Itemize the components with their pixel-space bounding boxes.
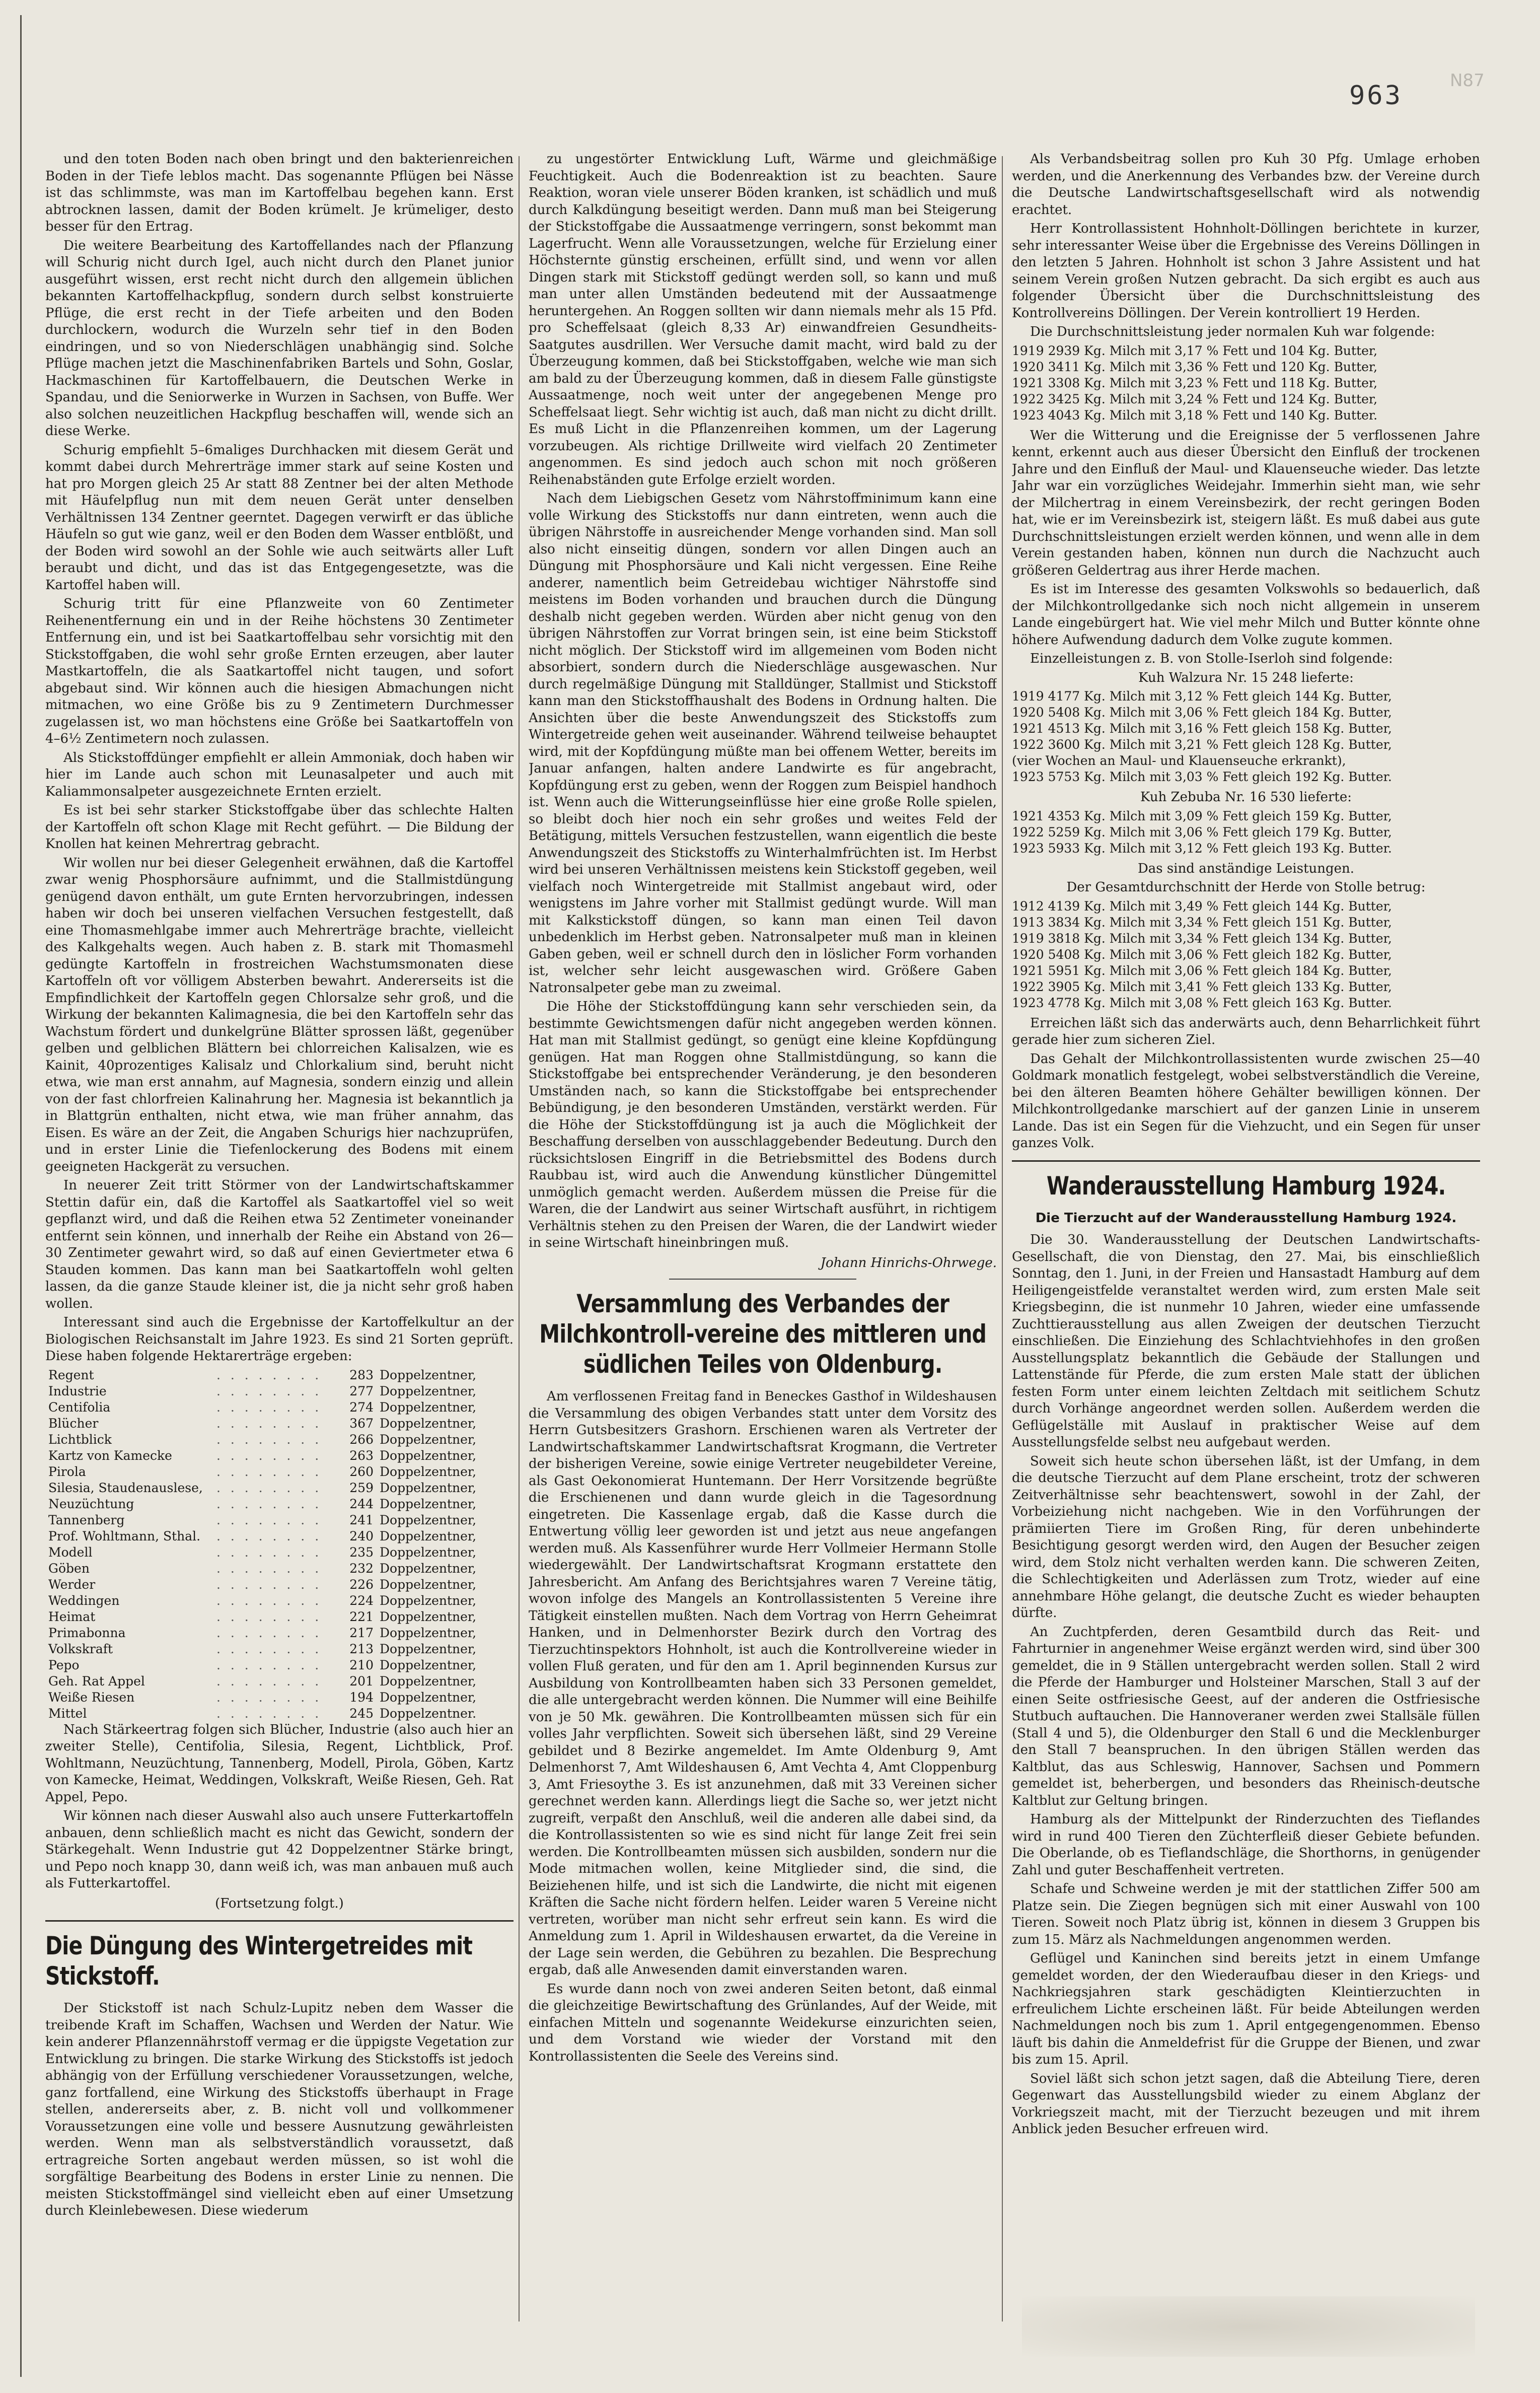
dot-leader: . . . . . . . .	[216, 1690, 322, 1705]
dot-leader: . . . . . . . .	[216, 1609, 322, 1624]
paragraph: Soweit sich heute schon übersehen läßt, ist der Umfang, in dem die deutsche Tierzucht auf dem Plane erscheint, trotz der schweren Zeitverhältnisse sehr beachtenswert, sowohl in der Zahl, der Vorbeiziehung nicht nachgeben. Wie in den Vorführungen der prämiierten Tiere im Großen Ring, für deren unbehinderte Besichtigung gesorgt werden wird, den Augen der Besucher zeigen wird, dem Stolz nicht verhalten werden kann. Die schweren Zeiten, die Schlechtigkeiten und Aderlässen zum Trotz, wieder auf eine annehmbare Höhe gelangt, die deutsche Zucht es wieder behaupten dürfte.	[1012, 1453, 1480, 1621]
dot-leader: . . . . . . . .	[216, 1657, 322, 1672]
yield-line: 1919 4177 Kg. Milch mit 3,12 % Fett gleich 144 Kg. Butter,	[1012, 689, 1392, 703]
paragraph: Geflügel und Kaninchen sind bereits jetzt in einem Umfange gemeldet worden, der den Wiederaufbau dieser in den Kriegs- und Nachkriegsjahren stark geschädigten Kleintierzuchten in erfreulichem Lichte erscheinen läßt. Für beide Abteilungen werden Nachmeldungen noch bis zum 1. April entgegengenommen. Ebenso läuft bis dahin die Anmeldefrist für die Gruppe der Bienen, und zwar bis zum 15. April.	[1012, 1951, 1480, 2067]
paragraph: Nach dem Liebigschen Gesetz vom Nährstoffminimum kann eine volle Wirkung des Stickstoffs nur dann eintreten, wenn auch die übrigen Nährstoffe in ausreichender Menge vorhanden sind. Man soll also nicht einseitig düngen, sondern vor allen Dingen auch an Düngung mit Phosphorsäure und Kali nicht vergessen. Eine Reihe anderer, namentlich beim Getreidebau wichtiger Nährstoffe sind meistens im Boden vorhanden und brauchen durch die Düngung deshalb nicht gegeben werden. Würden aber nicht genug von den übrigen Nährstoffen zur Vorrat bringen sein, ist eine beim Stickstoff nicht möglich. Der Stickstoff wird im allgemeinen vom Boden nicht absorbiert, sondern durch die Niederschläge ausgewaschen. Nur durch regelmäßige Düngung mit Stalldünger, Stallmist und Stickstoff kann man den Stickstoffhaushalt des Bodens in Ordnung halten. Die Ansichten über die beste Anwendungszeit des Stickstoffs zum Wintergetreide gehen weit auseinander. Während teilweise behauptet wird, mit der Kopfdüngung müßte man bei offenem Wetter, bereits im Januar anfangen, halten andere Landwirte es für angebracht, Kopfdüngung erst zu geben, wenn der Roggen zum Beispiel handhoch ist. Wenn auch die Witterungseinflüsse hier eine große Rolle spielen, so bleibt doch hier noch ein sehr großes und weites Feld der Betätigung, mittels Versuchen festzustellen, wann eigentlich die beste Anwendungszeit des Stickstoffs zu Winterhalmfrüchten ist. Im Herbst wird bei unseren Verhältnissen meistens kein Stickstoff gegeben, weil vielfach noch Wintergetreide mit Stallmist angebaut wird, oder wenigstens im Jahre vorher mit Stallmist gedüngt wurde. Will man mit Kalkstickstoff düngen, so kann man einen Teil davon unbedenklich im Herbst geben. Natronsalpeter muß man in kleinen Gaben geben, weil er schnell durch den in löslicher Form vorhanden ist, welcher sehr leicht ausgewaschen wird. Größere Gaben Natronsalpeter gebe man zu zweimal.	[529, 491, 997, 996]
yield-unit: Doppelzentner,	[380, 1593, 477, 1608]
yield-unit: Doppelzentner,	[380, 1383, 477, 1398]
hamburg-exhibition-text	[1012, 1232, 1480, 2138]
variety-name: Industrie	[48, 1383, 107, 1398]
paragraph: Nach Stärkeertrag folgen sich Blücher, Industrie (also auch hier an zweiter Stelle), Centifolia, Silesia, Regent, Lichtblick, Prof. Wohltmann, Neuzüchtung, Tannenberg, Modell, Pirola, Göben, Kartz von Kamecke, Heimat, Weddingen, Volkskraft, Weiße Riesen, Geh. Rat Appel, Pepo.	[45, 1722, 514, 1805]
dot-leader: . . . . . . . .	[216, 1367, 322, 1382]
yield-line: 1922 3905 Kg. Milch mit 3,41 % Fett gleich 133 Kg. Butter,	[1012, 979, 1392, 994]
yield-unit: Doppelzentner,	[380, 1561, 477, 1576]
cow1-yield-list	[1012, 688, 1480, 785]
yield-value: 244	[349, 1496, 374, 1511]
potato-article-text	[45, 151, 514, 1365]
yield-value: 201	[349, 1673, 374, 1688]
paragraph: zu ungestörter Entwicklung Luft, Wärme und gleichmäßige Feuchtigkeit. Auch die Bodenreaktion ist zu beachten. Saure Reaktion, woran viele unserer Böden kranken, ist schädlich und muß durch Kalkdüngung beseitigt werden. Dann muß man bei Steigerung der Stickstoffgabe die Aussaatmenge verringern, sonst bekommt man Lagerfrucht. Wenn alle Voraussetzungen, welche für Erzielung einer Höchsternte günstig erscheinen, erfüllt sind, und wenn vor allen Dingen stark mit Stickstoff gedüngt werden soll, so kann und muß man unter allen Umständen bedeutend mit der Aussaatmenge heruntergehen. An Roggen sollten wir dann niemals mehr als 15 Pfd. pro Scheffelsaat (gleich 8,33 Ar) einwandfreien Gesundheits- Saatgutes ausdrillen. Wer Versuche damit macht, wird bald zu der Überzeugung kommen, daß bei Stickstoffgaben, welche wie man sich am bald zu der Überzeugung kommen, daß in diesem Falle günstigste Aussaatmenge, noch weit unter der angegebenen Menge pro Scheffelsaat liegt. Sehr wichtig ist auch, daß man nicht zu dicht drillt. Es muß Licht in die Pflanzenreihen kommen, um der Lagerung vorzubeugen. Als richtige Drillweite wird vielfach 20 Zentimeter angenommen. Es sind jedoch auch schon mit noch größeren Reihenabständen gute Erfolge erzielt worden.	[529, 152, 997, 487]
column-divider-1	[519, 156, 520, 2321]
yield-row	[45, 1641, 514, 1657]
yield-unit: Doppelzentner.	[380, 1706, 477, 1721]
dot-leader: . . . . . . . .	[216, 1528, 322, 1543]
nitrogen-article-headline: Die Düngung des Wintergetreides mit Stickstoff.	[45, 1931, 473, 1991]
variety-name: Primabonna	[48, 1625, 126, 1640]
paragraph: Der Stickstoff ist nach Schulz-Lupitz neben dem Wasser die treibende Kraft im Schaffen, Wachsen und Werden der Natur. Wie kein anderer Pflanzennährstoff vermag er die üppigste Vegetation zur Entwicklung zu bringen. Die starke Wirkung des Stickstoffs ist jedoch abhängig von der Erfüllung verschiedener Voraussetzungen, welche, ganz fortfallend, eine Wirkung des Stickstoffs überhaupt in Frage stellen, andererseits aber, z. B. nicht voll und vollkommener Voraussetzungen eine volle und bessere Ausnutzung gewährleisten werden. Wenn man als selbstverständlich voraussetzt, daß ertragreiche Sorten angebaut werden müssen, so ist wohl die sorgfältige Bearbeitung des Bodens in erster Linie zu nennen. Die meisten Stickstoffmängel sind vielleicht eben auf einer Umsetzung durch Kleinlebewesen. Diese wiederum	[45, 2001, 514, 2218]
yield-line: 1920 3411 Kg. Milch mit 3,36 % Fett und 120 Kg. Butter,	[1012, 359, 1378, 374]
author-signature: Johann Hinrichs-Ohrwege.	[820, 1255, 997, 1271]
decent-yield-note: Das sind anständige Leistungen.	[1137, 861, 1355, 876]
yield-value: 226	[349, 1577, 374, 1592]
yield-value: 277	[349, 1383, 374, 1398]
yield-row	[45, 1480, 514, 1496]
yield-value: 245	[349, 1706, 374, 1721]
yield-value: 213	[349, 1641, 374, 1656]
paragraph: Erreichen läßt sich das anderwärts auch, denn Beharrlichkeit führt gerade hier zum sicheren Ziel.	[1012, 1015, 1480, 1047]
yield-unit: Doppelzentner,	[380, 1432, 477, 1447]
archive-corner-mark: N87	[1450, 71, 1485, 91]
yield-unit: Doppelzentner,	[380, 1544, 477, 1560]
yield-unit: Doppelzentner,	[380, 1416, 477, 1431]
yield-row	[45, 1432, 514, 1448]
dot-leader: . . . . . . . .	[216, 1480, 322, 1495]
hamburg-exhibition-headline: Wanderausstellung Hamburg 1924.	[1046, 1171, 1446, 1201]
paragraph: Wer die Witterung und die Ereignisse der 5 verflossenen Jahre kennt, erkennt auch aus dieser Übersicht den Einfluß der trockenen Jahre und den Einfluß der Maul- und Klauenseuche wieder. Das letzte Jahr war ein vorzügliches Weidejahr. Immerhin sieht man, wie sehr der Milchertrag in einem Vereinsbezirk, der recht geringen Boden hat, wie er im Vereinsbezirk ist, steigern läßt. Es muß dabei aus gute Durchschnittsleistungen erzielt werden können, und wenn alle in dem Verein gestanden haben, können nun durch die Nachzucht auch größeren Geldertrag aus ihrer Herde machen.	[1012, 428, 1480, 578]
paragraph: Am verflossenen Freitag fand in Beneckes Gasthof in Wildeshausen die Versammlung des obigen Verbandes statt unter dem Vorsitz des Herrn Gutsbesitzers Grashorn. Erschienen waren als Vertreter der Landwirtschaftskammer Landwirtschaftsrat Krogmann, die Vertreter der bisherigen Vereine, sowie einige Vertreter neugebildeter Vereine, als Gast Oekonomierat Huntemann. Der Herr Vorsitzende begrüßte die Erschienenen und dann wurde gleich in die Tagesordnung eingetreten. Die Kassenlage ergab, daß die Kasse durch die Entwertung völlig leer geworden ist und jetzt aus neue angefangen werden muß. Als Kassenführer wurde Herr Vollmeier Hermann Stolle wiedergewählt. Der Landwirtschaftsrat Krogmann erstattete den Jahresbericht. Am Anfang des Berichtsjahres waren 7 Vereine tätig, wovon infolge des Mangels an Kontrollassistenten 5 Vereine ihre Tätigkeit einstellen mußten. Nach dem Vortrag von Herrn Geheimrat Hanken, und in Delmenhorster Bezirk durch den Vortrag des Tierzuchtinspektors Hohnholt, ist auch die Kontrollvereine wieder in vollen Fluß geraten, und für den am 1. April beginnenden Kursus zur Ausbildung von Kontrollbeamten haben sich 33 Personen gemeldet, die alle untergebracht werden können. Die Nummer will eine Beihilfe von je 50 Mk. gewähren. Die Kontrollbeamten müssen sich für ein volles Jahr verpflichten. Soweit sich übersehen läßt, sind 29 Vereine gebildet und 8 Bezirke angemeldet. Im Amte Oldenburg 9, Amt Delmenhorst 7, Amt Wildeshausen 6, Amt Vechta 4, Amt Cloppenburg 3, Amt Friesoythe 3. Es ist anzunehmen, daß mit 33 Vereinen sicher gerechnet werden kann. Allerdings liegt die Sache so, wer jetzt nicht zugreift, verpaßt den Anschluß, weil die anderen alle dabei sind, da die Kontrollassistenten so wie es sind nicht für lange Zeit frei sein werden. Die Kontrollbeamten müssen sich ausbilden, sondern nur die Mode mitmachen wollen, keine Mitglieder sind, die sind, die Beiziehenen hilfe, und ist sich die Landwirte, die nicht mit eigenen Kräften die Sache nicht fördern helfen. Leider waren 5 Vereine nicht vertreten, worüber man nicht sehr erfreut sein kann. Es wird die Anmeldung zum 1. April in Wildeshausen erwartet, da die Vereine in der Lage sein werden, die Gebühren zu bezahlen. Die Besprechung ergab, daß alle Anwesenden damit einverstanden waren.	[529, 1389, 997, 1978]
variety-name: Lichtblick	[48, 1432, 112, 1447]
paragraph: Herr Kontrollassistent Hohnholt-Döllingen berichtete in kurzer, sehr interessanter Weise über die Ergebnisse des Vereins Döllingen in den letzten 5 Jahren. Hohnholt ist schon 3 Jahre Assistent und hat seinem Verein großen Nutzen gebracht. Da sich ergibt es auch aus folgender Übersicht über die Durchschnittsleistung des Kontrollvereins Döllingen. Der Verein kontrolliert 19 Herden.	[1012, 221, 1480, 321]
milk-control-continuation	[1012, 151, 1480, 341]
yield-line: 1921 3308 Kg. Milch mit 3,23 % Fett und 118 Kg. Butter,	[1012, 375, 1378, 390]
yield-row	[45, 1577, 514, 1593]
yield-row	[45, 1383, 514, 1399]
yield-unit: Doppelzentner,	[380, 1448, 477, 1463]
column-2	[529, 151, 997, 2327]
dot-leader: . . . . . . . .	[216, 1706, 322, 1721]
paragraph: Schurig tritt für eine Pflanzweite von 60 Zentimeter Reihenentfernung ein und in der Reihe höchstens 30 Zentimeter Entfernung ein, und ist bei Saatkartoffelbau sehr vorsichtig mit den Stickstoffgaben, die wohl sehr große Ernten erzeugen, aber lauter Mastkartoffeln, die als Saatkartoffel nicht taugen, und sofort abgebaut sind. Wir können auch die hiesigen Abmachungen nicht mitmachen, wo eine Größe bis zu 9 Zentimetern Durchmesser zugelassen ist, wo man höchstens eine Größe bei Saatkartoffeln von 4–6½ Zentimetern noch zulassen.	[45, 596, 514, 746]
paragraph: Schurig empfiehlt 5–6maliges Durchhacken mit diesem Gerät und kommt dabei durch Mehrerträge immer stark auf seine Kosten und hat pro Morgen gleich 25 Ar statt 88 Zentner bei der alten Methode mit Häufelpflug nun mit dem neuen Gerät unter denselben Verhältnissen 134 Zentner geerntet. Dagegen verwirft er das übliche Häufeln so gut wie ganz, weil er den Boden dem Wasser entblößt, und der Boden wird sowohl an der Sohle wie auch seitwärts aller Luft beraubt und dicht, und das ist das Entgegengesetzte, was die Kartoffel haben will.	[45, 442, 514, 593]
dot-leader: . . . . . . . .	[216, 1383, 322, 1398]
yield-row	[45, 1512, 514, 1528]
column-divider-2	[1002, 156, 1003, 2321]
yield-line: 1912 4139 Kg. Milch mit 3,49 % Fett gleich 144 Kg. Butter,	[1012, 898, 1392, 913]
dot-leader: . . . . . . . .	[216, 1625, 322, 1640]
yield-value: 221	[349, 1609, 374, 1624]
continued-note: (Fortsetzung folgt.)	[215, 1895, 344, 1911]
yield-line: 1921 4513 Kg. Milch mit 3,16 % Fett gleich 158 Kg. Butter,	[1012, 721, 1392, 736]
paragraph: Wir können nach dieser Auswahl also auch unsere Futterkartoffeln anbauen, denn schließlich macht es nicht das Gewicht, sondern der Stärkegehalt. Wenn Industrie gut 42 Doppelzentner Stärke bringt, und Pepo noch knapp 30, dann weiß ich, was man anbauen muß auch als Futterkartoffel.	[45, 1808, 514, 1891]
yield-unit: Doppelzentner,	[380, 1609, 477, 1624]
hamburg-exhibition-subheadline: Die Tierzucht auf der Wanderausstellung Hamburg 1924.	[1035, 1210, 1457, 1226]
yield-value: 263	[349, 1448, 374, 1463]
variety-name: Pirola	[48, 1464, 86, 1479]
dot-leader: . . . . . . . .	[216, 1512, 322, 1527]
yield-unit: Doppelzentner,	[380, 1512, 477, 1527]
paragraph: Die Durchschnittsleistung jeder normalen Kuh war folgende:	[1030, 324, 1435, 339]
yield-value: 266	[349, 1432, 374, 1447]
variety-name: Tannenberg	[48, 1512, 125, 1527]
yield-row	[45, 1367, 514, 1383]
dot-leader: . . . . . . . .	[216, 1496, 322, 1511]
milk-control-closing	[1012, 1015, 1480, 1152]
variety-name: Modell	[48, 1544, 93, 1560]
yield-line: 1922 3425 Kg. Milch mit 3,24 % Fett und 124 Kg. Butter,	[1012, 391, 1378, 406]
paragraph: Die Höhe der Stickstoffdüngung kann sehr verschieden sein, da bestimmte Gewichtsmengen dafür nicht angegeben werden können. Hat man mit Stallmist gedüngt, so genügt eine kleine Kopfdüngung genügen. Hat man Roggen ohne Stallmistdüngung, so kann die Stickstoffgabe bei entsprechender Veränderung, je den besonderen Umständen nach, so kann die Stickstoffgabe bei entsprechender Bebündigung, je den besonderen Umständen, verstärkt werden. Für die Höhe der Stickstoffdüngung ist ja auch die Möglichkeit der Beschaffung derselben von ausschlaggebender Bedeutung. Durch den rücksichtslosen Eingriff in die Betriebsmittel des Bodens durch Raubbau ist, wird auch die Anwendung künstlicher Düngemittel unmöglich gemacht werden. Außerdem müssen die Preise für die Waren, die der Landwirt aus seiner Wirtschaft ausführt, in richtigem Verhältnis stehen zu den Preisen der Waren, die der Landwirt wieder in seine Wirtschaft hineinbringen muß.	[529, 999, 997, 1250]
yield-unit: Doppelzentner,	[380, 1399, 477, 1415]
yield-value: 210	[349, 1657, 374, 1672]
paragraph: Als Verbandsbeitrag sollen pro Kuh 30 Pfg. Umlage erhoben werden, und die Anerkennung des Verbandes bzw. der Vereine durch die Deutsche Landwirtschaftsgesellschaft wird als notwendig erachtet.	[1012, 152, 1480, 218]
variety-name: Heimat	[48, 1609, 96, 1624]
variety-name: Pepo	[48, 1657, 80, 1672]
yield-unit: Doppelzentner,	[380, 1496, 477, 1511]
paragraph: Die weitere Bearbeitung des Kartoffellandes nach der Pflanzung will Schurig nicht durch Igel, auch nicht durch den Planet junior ausgeführt wissen, erst recht nicht durch den allgemein üblichen bekannten Kartoffelhackpflug, sondern durch selbst konstruierte Pflüge, die erst recht in der Tiefe arbeiten und den Boden durchlockern, wodurch die Wurzeln sehr tief in den Boden eindringen, und so von Niederschlägen unabhängig sind. Solche Pflüge machen jetzt die Maschinenfabriken Bartels und Sohn, Goslar, Hackmaschinen für Kartoffelbauern, die Deutschen Werke in Spandau, und die Seniorwerke in Wurzen in Sachsen, von Buffe. Wer also solchen neuzeitlichen Hackpflug beschaffen will, wende sich an diese Werke.	[45, 238, 514, 439]
paragraph: In neuerer Zeit tritt Störmer von der Landwirtschaftskammer Stettin dafür ein, daß die Kartoffel als Saatkartoffel viel so weit gepflanzt wird, und daß die Reihen etwa 52 Zentimeter voneinander entfernt sein können, und innerhalb der Reihe ein Abstand von 26—30 Zentimeter gewahrt wird, so daß auf einen Geviertmeter etwa 6 Stauden kommen. Das kann man bei Saatkartoffeln wohl gelten lassen, da die ganze Staude kleiner ist, die ja nicht sehr groß haben wollen.	[45, 1178, 514, 1311]
yield-row	[45, 1673, 514, 1690]
paragraph: Interessant sind auch die Ergebnisse der Kartoffelkultur an der Biologischen Reichsanstalt im Jahre 1923. Es sind 21 Sorten geprüft. Diese haben folgende Hektarerträge ergeben:	[45, 1315, 514, 1364]
dot-leader: . . . . . . . .	[216, 1593, 322, 1608]
paragraph: Das Gehalt der Milchkontrollassistenten wurde zwischen 25—40 Goldmark monatlich festgelegt, wobei selbstverständlich die Vereine, bei den älteren Beamten höhere Gehälter bewilligen können. Der Milchkontrollgedanke marschiert auf der ganzen Linie in unserem Lande. Das ist ein Segen für die Viehzucht, und ein Segen für unser ganzes Volk.	[1012, 1051, 1480, 1151]
yield-row	[45, 1690, 514, 1706]
yield-row	[45, 1706, 514, 1722]
yield-row	[45, 1464, 514, 1480]
page-number: 963	[1349, 81, 1403, 111]
yield-row	[45, 1399, 514, 1416]
yield-value: 260	[349, 1464, 374, 1479]
yield-line: 1919 2939 Kg. Milch mit 3,17 % Fett und 104 Kg. Butter,	[1012, 343, 1378, 358]
yield-line: 1919 3818 Kg. Milch mit 3,34 % Fett gleich 134 Kg. Butter,	[1012, 931, 1392, 946]
yield-unit: Doppelzentner,	[380, 1625, 477, 1640]
milk-control-commentary	[1012, 428, 1480, 668]
variety-name: Geh. Rat Appel	[48, 1673, 145, 1688]
yield-row	[45, 1528, 514, 1544]
yield-line: 1922 5259 Kg. Milch mit 3,06 % Fett gleich 179 Kg. Butter,	[1012, 824, 1392, 839]
yield-line: 1920 5408 Kg. Milch mit 3,06 % Fett gleich 182 Kg. Butter,	[1012, 947, 1392, 962]
variety-name: Mittel	[48, 1706, 87, 1721]
yield-row	[45, 1496, 514, 1512]
variety-name: Göben	[48, 1561, 90, 1576]
variety-name: Weiße Riesen	[48, 1690, 135, 1705]
yield-unit: Doppelzentner,	[380, 1480, 477, 1495]
variety-name: Neuzüchtung	[48, 1496, 134, 1511]
milk-control-article-text	[529, 1388, 997, 2065]
yield-row	[45, 1609, 514, 1625]
yield-unit: Doppelzentner,	[380, 1673, 477, 1688]
paragraph: Soviel läßt sich schon jetzt sagen, daß die Abteilung Tiere, deren Gegenwart das Ausstellungsbild wieder zu einem Abglanz der Vorkriegszeit macht, mit der Tierzucht bezeugen und mit ihrem Anblick jeden Besucher erfreuen wird.	[1012, 2071, 1480, 2137]
yield-unit: Doppelzentner,	[380, 1577, 477, 1592]
yield-value: 241	[349, 1512, 374, 1527]
yield-value: 194	[349, 1690, 374, 1705]
yield-line: 1923 4043 Kg. Milch mit 3,18 % Fett und 140 Kg. Butter.	[1012, 407, 1378, 423]
dot-leader: . . . . . . . .	[216, 1561, 322, 1576]
dot-leader: . . . . . . . .	[216, 1448, 322, 1463]
yield-unit: Doppelzentner,	[380, 1367, 477, 1382]
yield-row	[45, 1561, 514, 1577]
paragraph: Schafe und Schweine werden je mit der stattlichen Ziffer 500 am Platze sein. Die Ziegen begnügen sich mit einer Auswahl von 100 Tieren. Soweit noch Platz übrig ist, können in diesem 3 Gruppen bis zum 15. März als Nachmeldungen angenommen werden.	[1012, 1881, 1480, 1947]
yield-row	[45, 1544, 514, 1561]
dot-leader: . . . . . . . .	[216, 1464, 322, 1479]
yield-line: 1913 3834 Kg. Milch mit 3,34 % Fett gleich 151 Kg. Butter,	[1012, 914, 1392, 930]
yield-line: 1923 5933 Kg. Milch mit 3,12 % Fett gleich 193 Kg. Butter.	[1012, 840, 1392, 856]
dot-leader: . . . . . . . .	[216, 1432, 322, 1447]
yield-value: 367	[349, 1416, 374, 1431]
paragraph: Einzelleistungen z. B. von Stolle-Iserloh sind folgende:	[1030, 651, 1393, 666]
variety-name: Centifolia	[48, 1399, 111, 1415]
milk-control-headline: Versammlung des Verbandes der Milchkontroll-vereine des mittleren und südlichen Teiles von Oldenburg.	[539, 1289, 987, 1379]
variety-name: Blücher	[48, 1416, 99, 1431]
variety-name: Volkskraft	[48, 1641, 113, 1656]
yield-row	[45, 1657, 514, 1673]
variety-name: Werder	[48, 1577, 96, 1592]
yield-row	[45, 1593, 514, 1609]
yield-line: 1923 5753 Kg. Milch mit 3,03 % Fett gleich 192 Kg. Butter.	[1012, 769, 1392, 784]
paragraph: Es wurde dann noch von zwei anderen Seiten betont, daß einmal die gleichzeitige Bewirtschaftung des Grünlandes, Auf der Weide, mit einfachen Mitteln und sogenannte Weidekurse einzurichten seien, und dem Vorstand wie wieder der Vorstand mit den Kontrollassistenten die Seele des Vereins sind.	[529, 1981, 997, 2064]
yield-unit: Doppelzentner,	[380, 1464, 477, 1479]
yield-value: 259	[349, 1480, 374, 1495]
yield-line: 1920 5408 Kg. Milch mit 3,06 % Fett gleich 184 Kg. Butter,	[1012, 705, 1392, 720]
yield-line: 1921 4353 Kg. Milch mit 3,09 % Fett gleich 159 Kg. Butter,	[1012, 808, 1392, 823]
paragraph: Als Stickstoffdünger empfiehlt er allein Ammoniak, doch haben wir hier im Lande auch schon mit Leunasalpeter und auch mit Kaliammonsalpeter ausgezeichnete Ernten erzielt.	[45, 750, 514, 799]
paragraph: Wir wollen nur bei dieser Gelegenheit erwähnen, daß die Kartoffel zwar wenig Phosphorsäure aufnimmt, und die Stallmistdüngung genügend davon enthält, um gute Ernten hervorzubringen, indessen haben wir doch bei unseren vielfachen Versuchen festgestellt, daß eine Thomasmehlgabe immer auch Mehrerträge brachte, vielleicht des Kalkgehalts wegen. Auch haben z. B. stark mit Thomasmehl gedüngte Kartoffeln in frostreichen Wachstumsmonaten diese Kartoffeln oft vor völligem Absterben bewahrt. Andererseits ist die Empfindlichkeit der Kartoffeln gegen Chlorsalze sehr groß, und die Wirkung der bekannten Kalimagnesia, die bei den Kartoffeln sehr das Wachstum fördert und dunkelgrüne Blätter sprossen läßt, gegenüber gelben und gelblichen Blättern bei chlorreichen Kalisalzen, wie es Kainit, 40prozentiges Kalisalz und Chlorkalium sind, beruht nicht etwa, wie man erst annahm, auf Magnesia, sondern einzig und allein von der fast chlorfreien Kalinahrung her. Magnesia ist bekanntlich ja in Blattgrün enthalten, nicht etwa, wie man früher annahm, das Eisen. Es wäre an der Zeit, die Angaben Schurigs hier nachzuprüfen, und in erster Linie die Tiefenlockerung des Bodens mit einem geeigneten Hackgerät zu versuchen.	[45, 855, 514, 1174]
dot-leader: . . . . . . . .	[216, 1416, 322, 1431]
dot-leader: . . . . . . . .	[216, 1544, 322, 1560]
yield-row	[45, 1416, 514, 1432]
dot-leader: . . . . . . . .	[216, 1577, 322, 1592]
yield-row	[45, 1625, 514, 1641]
paragraph: Es ist im Interesse des gesamten Volkswohls so bedauerlich, daß der Milchkontrollgedanke sich noch nicht allgemein in unserem Lande eingebürgert hat. Wie viel mehr Milch und Butter könnte ohne höhere Aufwendung dadurch dem Volke zugute kommen.	[1012, 582, 1480, 648]
yield-unit: Doppelzentner,	[380, 1641, 477, 1656]
nitrogen-article-text	[45, 2000, 514, 2220]
article-separator	[45, 1920, 514, 1922]
article-separator	[1012, 1160, 1480, 1162]
nitrogen-article-continuation	[529, 151, 997, 1252]
dot-leader: . . . . . . . .	[216, 1673, 322, 1688]
variety-name: Silesia, Staudenauslese,	[48, 1480, 203, 1495]
paragraph: Die 30. Wanderausstellung der Deutschen Landwirtschafts-Gesellschaft, die von Dienstag, den 27. Mai, bis einschließlich Sonntag, den 1. Juni, in der Freien und Hansastadt Hamburg auf dem Heiligengeistfelde veranstaltet werden wird, zum ersten Male seit Kriegsbeginn, die ist nunmehr 10 Jahren, wieder eine umfassende Zuchttierausstellung aus allen Zweigen der deutschen Tierzucht einschließen. Die Einziehung des Schlachtviehhofes in den großen Ausstellungsplatz bekanntlich die Gebäude der Stallungen und Lattenstände für Pferde, die zum ersten Male statt der üblichen festen Form unter einem leichten Zeltdach mit seitlichem Schutz durch Vorhänge angeordnet werden sollen. Außerdem werden die Geflügelställe mit Auslauf in praktischer Weise auf dem Ausstellungsfelde selbst neu aufgebaut werden.	[1012, 1232, 1480, 1450]
yield-value: 224	[349, 1593, 374, 1608]
paragraph: An Zuchtpferden, deren Gesamtbild durch das Reit- und Fahrturnier in angenehmer Weise ergänzt werden wird, sind über 300 gemeldet, die in 9 Ställen untergebracht werden sollen. Stall 2 wird die Pferde der Hamburger und Holsteiner Marschen, Stall 3 auf der einen Seite ostfriesische Geest, auf der anderen die Ostfriesische Stutbuch auftauchen. Die Hannoveraner werden zwei Stallsäle füllen (Stall 4 und 5), die Oldenburger den Stall 6 und die Mecklenburger den Stall 7 beanspruchen. In den übrigen Ställen werden das Kaltblut, das aus Schleswig, Hannover, Sachsen und Pommern gemeldet ist, beherbergen, und besonders das Rheinisch-deutsche Kaltblut zur Geltung bringen.	[1012, 1624, 1480, 1808]
yield-line: 1923 4778 Kg. Milch mit 3,08 % Fett gleich 163 Kg. Butter.	[1012, 995, 1392, 1010]
paragraph: Hamburg als der Mittelpunkt der Rinderzuchten des Tieflandes wird in rund 400 Tieren den Züchterfleiß dieser Gebiete befunden. Die Oberlande, ob es Tieflandschläge, die Shorthorns, in genügender Zahl und guter Beschaffenheit vertreten.	[1012, 1812, 1480, 1878]
yield-line: (vier Wochen an Maul- und Klauenseuche erkrankt),	[1012, 753, 1346, 768]
column-3	[1012, 151, 1480, 2327]
yield-unit: Doppelzentner,	[380, 1657, 477, 1672]
column-1	[45, 151, 514, 2321]
yield-value: 274	[349, 1399, 374, 1415]
yield-value: 240	[349, 1528, 374, 1543]
yield-unit: Doppelzentner,	[380, 1690, 477, 1705]
potato-yield-table	[45, 1367, 514, 1722]
cow1-heading: Kuh Walzura Nr. 15 248 lieferte:	[1138, 670, 1354, 685]
variety-name: Regent	[48, 1367, 94, 1382]
herd-heading: Der Gesamtdurchschnitt der Herde von Stolle betrug:	[1066, 880, 1426, 895]
potato-article-conclusion	[45, 1722, 514, 1892]
paragraph: und den toten Boden nach oben bringt und den bakterienreichen Boden in der Tiefe leblos macht. Das sogenannte Pflügen bei Nässe ist das schlimmste, was man im Kartoffelbau begehen kann. Erst abtrocknen lassen, damit der Boden krümelt. Je krümeliger, desto besser für den Ertrag.	[45, 152, 514, 234]
cow2-heading: Kuh Zebuba Nr. 16 530 lieferte:	[1140, 790, 1352, 805]
yield-value: 217	[349, 1625, 374, 1640]
yield-value: 283	[349, 1367, 374, 1382]
yield-row	[45, 1448, 514, 1464]
yield-line: 1922 3600 Kg. Milch mit 3,21 % Fett gleich 128 Kg. Butter,	[1012, 737, 1392, 752]
dot-leader: . . . . . . . .	[216, 1399, 322, 1415]
herd-yield-list	[1012, 898, 1480, 1011]
yield-unit: Doppelzentner,	[380, 1528, 477, 1543]
yield-line: 1921 5951 Kg. Milch mit 3,06 % Fett gleich 184 Kg. Butter,	[1012, 963, 1392, 978]
yield-value: 235	[349, 1544, 374, 1560]
yield-value: 232	[349, 1561, 374, 1576]
article-separator-short	[669, 1279, 856, 1280]
variety-name: Kartz von Kamecke	[48, 1448, 172, 1463]
paragraph: Es ist bei sehr starker Stickstoffgabe über das schlechte Halten der Kartoffeln oft schon Klage mit Recht geführt. — Die Bildung der Knollen hat keinen Mehrertrag gebracht.	[45, 803, 514, 852]
cow2-yield-list	[1012, 808, 1480, 857]
average-yield-list	[1012, 343, 1480, 424]
variety-name: Prof. Wohltmann, Sthal.	[48, 1528, 201, 1543]
variety-name: Weddingen	[48, 1593, 120, 1608]
paper-stain	[1022, 2296, 1475, 2357]
dot-leader: . . . . . . . .	[216, 1641, 322, 1656]
